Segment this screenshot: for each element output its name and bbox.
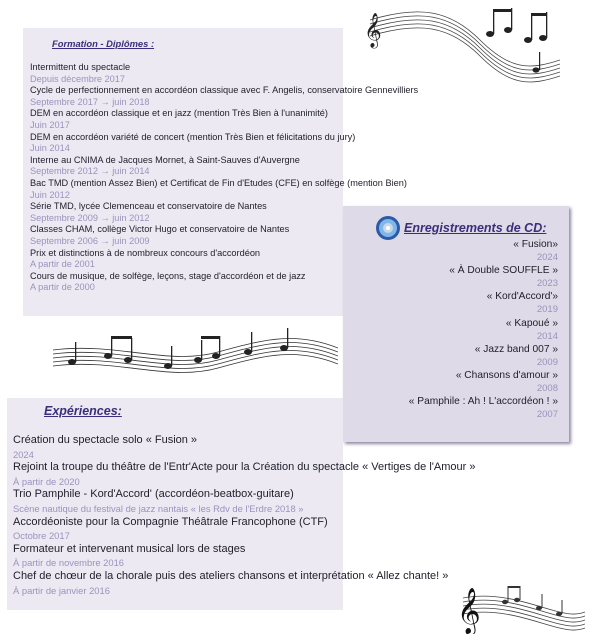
recording-item: [338, 264, 558, 290]
formation-item: [30, 178, 450, 201]
music-staff-notes-icon: [360, 0, 560, 90]
formation-item-date: A partir de 2001: [30, 259, 95, 270]
experience-date: Octobre 2017: [13, 530, 70, 542]
music-staff-notes-icon: [48, 322, 338, 382]
recording-title: « À Double SOUFFLE »: [449, 265, 558, 277]
formation-item-date: Juin 2017: [30, 119, 70, 130]
experience-title: Accordéoniste pour la Compagnie Théâtrale Francophone (CTF): [13, 515, 328, 528]
formation-heading: Formation - Diplômes :: [52, 38, 155, 49]
recording-item: [338, 317, 558, 343]
experience-date: À partir de novembre 2016: [13, 557, 125, 569]
recording-year: 2019: [536, 304, 558, 316]
formation-item-title: Bac TMD (mention Assez Bien) et Certificat de Fin d'Etudes (CFE) en solfège (mention Bien): [30, 177, 407, 188]
experience-title: Trio Pamphile - Kord'Accord' (accordéon-beatbox-guitare): [13, 488, 294, 501]
formation-item-date: [30, 97, 450, 109]
svg-text:𝄞: 𝄞: [457, 588, 481, 634]
svg-text:𝄞: 𝄞: [364, 13, 382, 48]
recording-title: « Kord'Accord'»: [486, 291, 558, 303]
recording-year: 2008: [536, 383, 558, 395]
recording-year: 2024: [536, 252, 558, 263]
formation-item-title: Interne au CNIMA de Jacques Mornet, à Saint-Sauves d'Auvergne: [30, 154, 300, 165]
experience-item: [13, 461, 573, 488]
recording-title: « Chansons d'amour »: [455, 370, 558, 382]
formation-item: [30, 108, 450, 131]
experience-item: [13, 434, 573, 461]
recording-title: « Kapoué »: [505, 317, 558, 329]
recording-item: [338, 369, 558, 395]
formation-item-date: [30, 166, 450, 178]
recording-title: « Jazz band 007 »: [474, 343, 558, 355]
experience-title: Formateur et intervenant musical lors de stages: [13, 542, 246, 555]
date-from: Septembre 2009: [30, 212, 98, 223]
formation-item-title: Cycle de perfectionnement en accordéon classique avec F. Angelis, conservatoire Gennevilliers: [30, 85, 419, 96]
recording-item: [338, 238, 558, 264]
formation-item-date: Depuis décembre 2017: [30, 73, 125, 84]
arrow-right-icon: →: [100, 166, 110, 177]
arrow-right-icon: →: [100, 235, 110, 246]
experience-title: Rejoint la troupe du théâtre de l'Entr'Acte pour la Création du spectacle « Vertiges de l'Amour »: [13, 461, 476, 474]
formation-item-date: A partir de 2000: [30, 282, 95, 293]
music-staff-notes-icon: [455, 572, 585, 634]
recording-item: [338, 343, 558, 369]
formation-item: [30, 132, 450, 155]
formation-item-title: DEM en accordéon classique et en jazz (mention Très Bien à l'unanimité): [30, 108, 328, 119]
formation-item-date: Juin 2012: [30, 189, 70, 200]
experience-date: Scène nautique du festival de jazz nantais « les Rdv de l'Erdre 2018 »: [13, 502, 304, 514]
formation-item-title: Cours de musique, de solfège, leçons, stage d'accordéon et de jazz: [30, 270, 306, 281]
date-to: juin 2014: [112, 166, 150, 177]
recording-item: [338, 290, 558, 316]
recording-title: « Fusion»: [513, 239, 558, 250]
experience-date: À partir de janvier 2016: [13, 584, 110, 596]
recording-item: [338, 395, 558, 421]
date-to: juin 2012: [112, 212, 150, 223]
experience-date: 2024: [13, 448, 34, 460]
experience-item: [13, 543, 573, 570]
arrow-right-icon: →: [100, 96, 110, 107]
formation-item-title: Classes CHAM, collège Victor Hugo et conservatoire de Nantes: [30, 224, 290, 235]
formation-item-title: Série TMD, lycée Clemenceau et conservatoire de Nantes: [30, 201, 267, 212]
formation-item-title: Intermittent du spectacle: [30, 62, 131, 72]
arrow-right-icon: →: [100, 212, 110, 223]
recording-title: « Pamphile : Ah ! L'accordéon ! »: [408, 396, 558, 408]
recording-year: 2009: [536, 356, 558, 368]
experiences-heading: Expériences:: [44, 404, 122, 418]
experience-title: Création du spectacle solo « Fusion »: [13, 434, 198, 446]
experience-title: Chef de chœur de la chorale puis des ateliers chansons et interprétation « Allez chante! »: [13, 569, 449, 582]
experience-item: [13, 516, 573, 543]
date-from: Septembre 2012: [30, 166, 98, 177]
formation-item-title: Prix et distinctions à de nombreux concours d'accordéon: [30, 247, 261, 258]
experience-date: À partir de 2020: [13, 475, 80, 487]
date-from: Septembre 2017: [30, 96, 98, 107]
recordings-list: [338, 238, 558, 421]
recording-year: 2023: [536, 278, 558, 290]
date-to: juin 2018: [112, 96, 150, 107]
formation-item-date: Juin 2014: [30, 143, 70, 154]
recording-year: 2014: [536, 330, 558, 342]
date-from: Septembre 2006: [30, 235, 98, 246]
formation-item: [30, 155, 450, 178]
formation-item-title: DEM en accordéon variété de concert (mention Très Bien et félicitations du jury): [30, 131, 356, 142]
date-to: juin 2009: [112, 235, 150, 246]
experience-item: [13, 488, 573, 515]
recording-year: 2007: [536, 409, 558, 421]
recordings-heading: Enregistrements de CD:: [404, 221, 547, 235]
